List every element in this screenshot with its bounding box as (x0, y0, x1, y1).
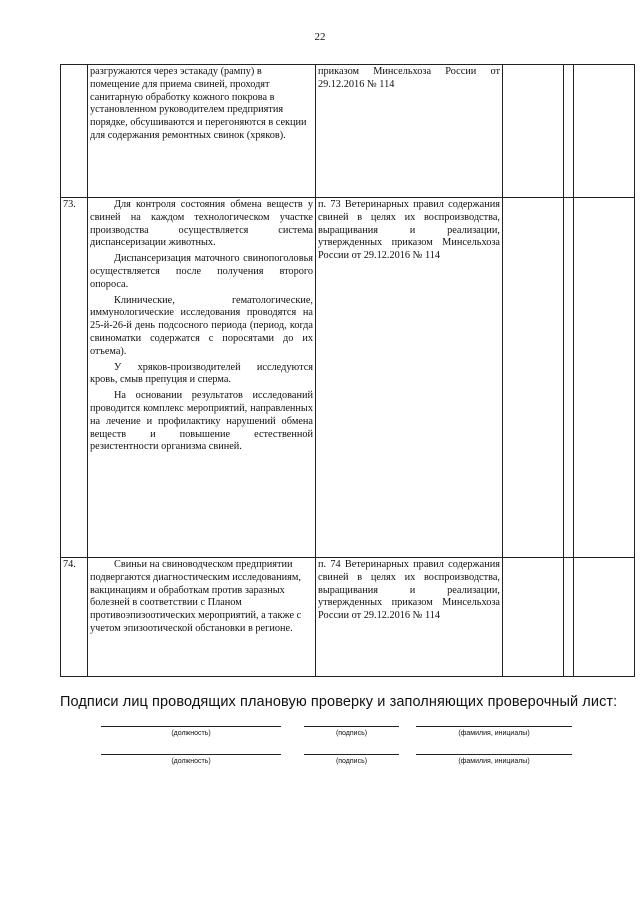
signature-line[interactable] (304, 726, 399, 727)
position-caption: (должность) (171, 730, 211, 737)
answer-cell-note[interactable] (574, 65, 635, 198)
checklist-table (60, 64, 635, 677)
table-row (61, 65, 635, 198)
name-line[interactable] (416, 754, 572, 755)
requirement-cell (88, 65, 316, 198)
requirement-cell (88, 558, 316, 677)
reference-cell: п. 74 Ветеринарных правил содержания свиней в целях их воспроизводства, выращивания и реализации, утвержденных приказом Минсельхоза России от 29.12.2016 № 114 (316, 558, 503, 677)
position-line[interactable] (101, 754, 281, 755)
requirement-paragraph: Клинические, гематологические, иммунологические исследования проводятся на 25-й-26-й день подсосного периода (период, когда свиноматки содержатся с поросятами до их отъема). (90, 294, 313, 357)
answer-cell-separator (564, 65, 574, 198)
signature-row (0, 726, 640, 746)
reference-cell: приказом Минсельхоза России от 29.12.2016 № 114 (316, 65, 503, 198)
requirement-paragraph: Диспансеризация маточного свинопоголовья осуществляется после получения второго опороса. (90, 253, 313, 290)
position-line[interactable] (101, 726, 281, 727)
requirement-paragraph: Для контроля состояния обмена веществ у свиней на каждом технологическом участке производства осуществляется система диспансеризации животных. (90, 199, 313, 249)
signature-row (0, 754, 640, 774)
answer-cell-yes[interactable] (503, 198, 564, 558)
answer-cell-note[interactable] (574, 558, 635, 677)
row-number: 74. (61, 558, 88, 677)
signatures-title: Подписи лиц проводящих плановую проверку и заполняющих проверочный лист: (60, 694, 618, 710)
requirement-cell (88, 198, 316, 558)
signature-caption: (подпись) (335, 730, 368, 737)
name-caption: (фамилия, инициалы) (458, 730, 530, 737)
page-number: 22 (314, 31, 326, 43)
answer-cell-separator (564, 198, 574, 558)
row-number: 73. (61, 198, 88, 558)
signature-line[interactable] (304, 754, 399, 755)
requirement-paragraph: разгружаются через эстакаду (рампу) в помещение для приема свиней, проходят санитарную обработку кожного покрова в установленном руководителем предприятия порядке, обсушиваются и перегоняются в секции для содержания ремонтных свинок (хряков). (90, 66, 307, 141)
requirement-paragraph: У хряков-производителей исследуются кровь, смыв препуция и сперма. (90, 361, 313, 386)
reference-cell: п. 73 Ветеринарных правил содержания свиней в целях их воспроизводства, выращивания и реализации, утвержденных приказом Минсельхоза России от 29.12.2016 № 114 (316, 198, 503, 558)
table-row (61, 558, 635, 677)
name-caption: (фамилия, инициалы) (458, 758, 530, 765)
table-row (61, 198, 635, 558)
answer-cell-yes[interactable] (503, 65, 564, 198)
requirement-paragraph: Свиньи на свиноводческом предприятии подвергаются диагностическим исследованиям, вакцинациям и обработкам против заразных болезней в соответствии с Планом противоэпизоотических мероприятий, а также с учетом эпизоотической обстановки в регионе. (90, 559, 302, 634)
answer-cell-yes[interactable] (503, 558, 564, 677)
answer-cell-separator (564, 558, 574, 677)
answer-cell-note[interactable] (574, 198, 635, 558)
row-number (61, 65, 88, 198)
name-line[interactable] (416, 726, 572, 727)
position-caption: (должность) (171, 758, 211, 765)
signature-caption: (подпись) (335, 758, 368, 765)
requirement-paragraph: На основании результатов исследований проводится комплекс мероприятий, направленных на лечение и профилактику нарушений обмена веществ и повышение естественной резистентности организма свиней. (90, 390, 313, 453)
